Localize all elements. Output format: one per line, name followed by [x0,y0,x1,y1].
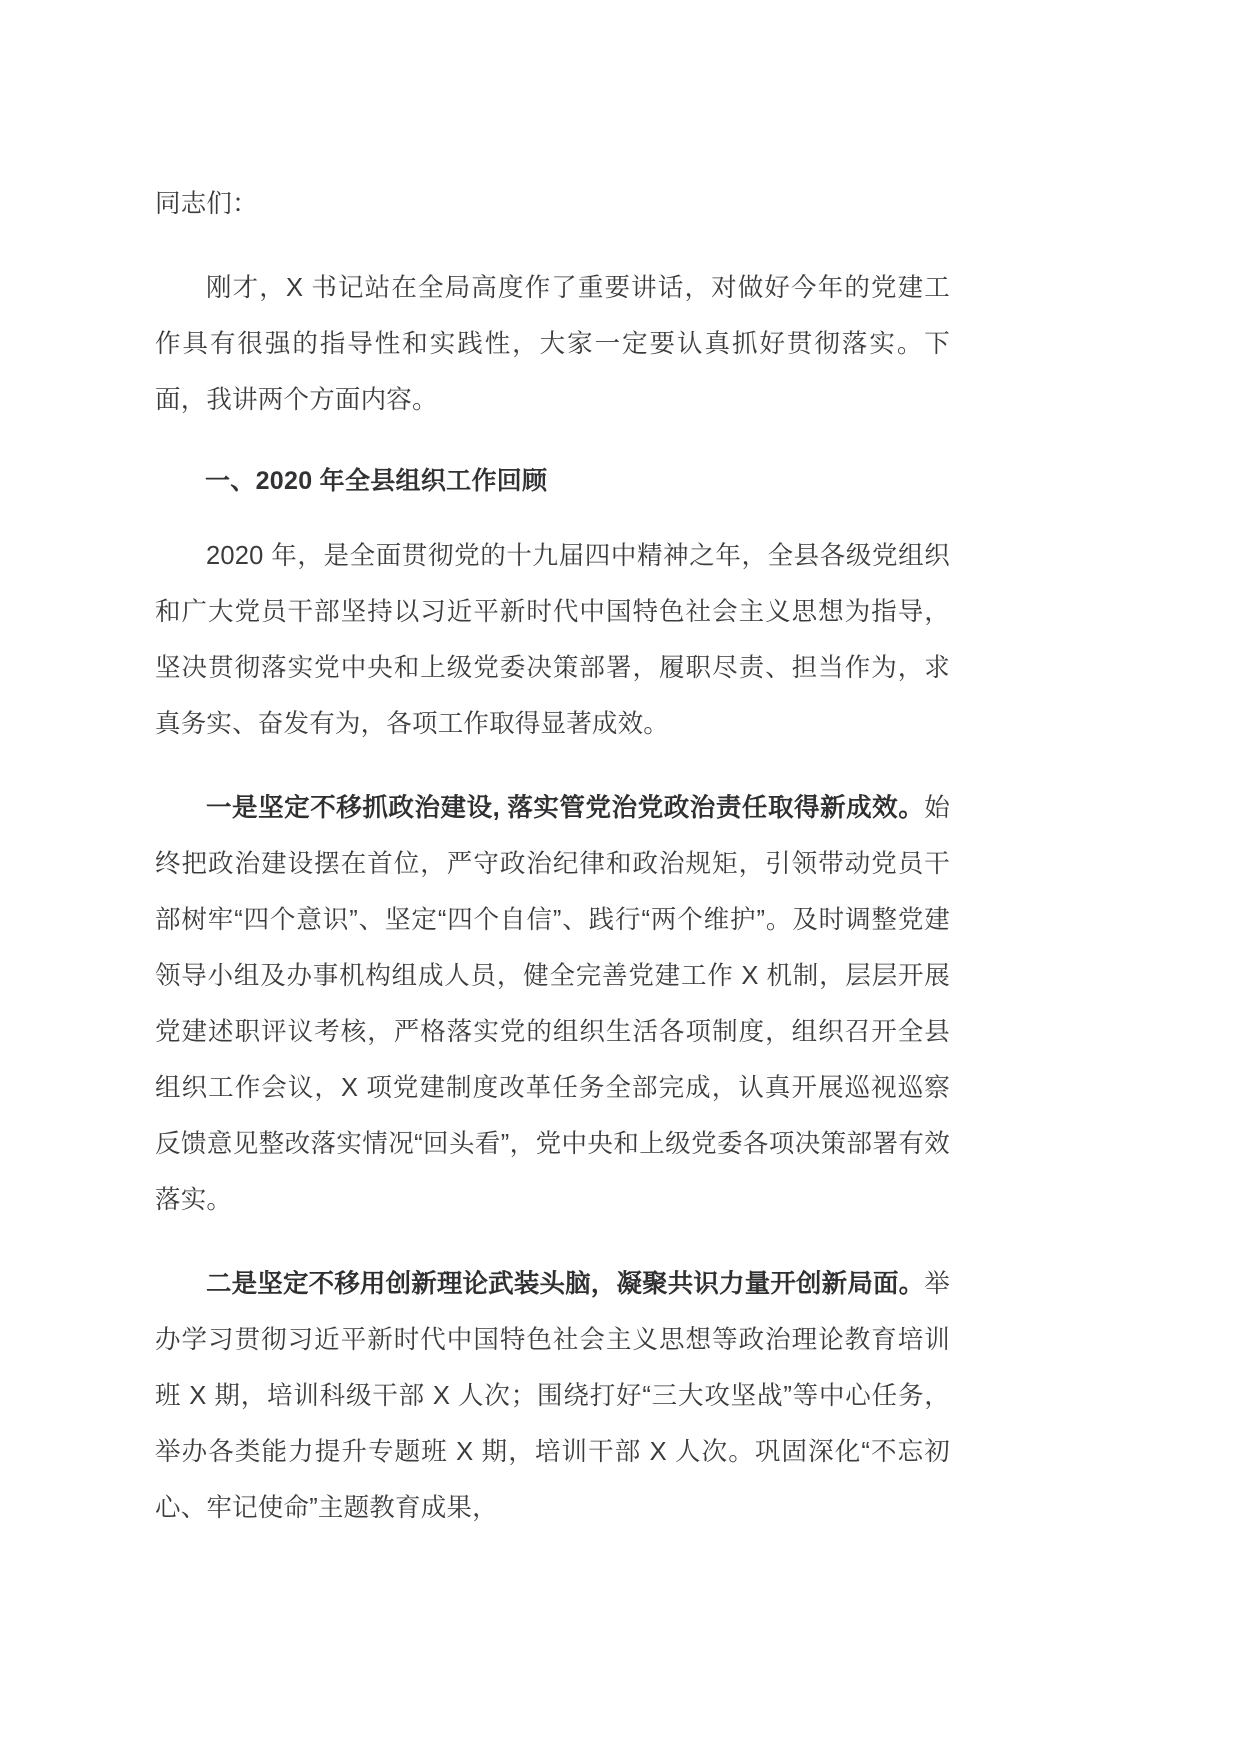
point-two-text: 举办学习贯彻习近平新时代中国特色社会主义思想等政治理论教育培训班 X 期，培训科级干部 X 人次；围绕打好“三大攻坚战”等中心任务，举办各类能力提升专题班 X 期，培训干部 X 人次。巩固深化“不忘初心、牢记使命”主题教育成果， [155,1270,950,1522]
salutation-line: 同志们： [155,190,258,218]
paragraph-section-one-intro: 2020 年，是全面贯彻党的十九届四中精神之年，全县各级党组织和广大党员干部坚持以习近平新时代中国特色社会主义思想为指导，坚决贯彻落实党中央和上级党委决策部署，履职尽责、担当作为，求真务实、奋发有为，各项工作取得显著成效。 [155,542,950,738]
paragraph-point-two [155,1256,950,1536]
section-heading-one: 一、2020 年全县组织工作回顾 [205,467,548,495]
point-two-lead: 二是坚定不移用创新理论武装头脑，凝聚共识力量开创新局面。 [206,1270,925,1298]
paragraph-point-one [155,780,950,1228]
document-body [155,176,950,1536]
point-one-text: 始终把政治建设摆在首位，严守政治纪律和政治规矩，引领带动党员干部树牢“四个意识”、坚定“四个自信”、践行“两个维护”。及时调整党建领导小组及办事机构组成人员，健全完善党建工作 X 机制，层层开展党建述职评议考核，严格落实党的组织生活各项制度，组织召开全县组织工作会议，X 项党建制度改革任务全部完成，认真开展巡视巡察反馈意见整改落实情况“回头看”，党中央和上级党委各项决策部署有效落实。 [155,794,950,1214]
paragraph-intro: 刚才，X 书记站在全局高度作了重要讲话，对做好今年的党建工作具有很强的指导性和实践性，大家一定要认真抓好贯彻落实。下面，我讲两个方面内容。 [155,274,950,414]
point-one-lead: 一是坚定不移抓政治建设, 落实管党治党政治责任取得新成效。 [206,794,925,822]
